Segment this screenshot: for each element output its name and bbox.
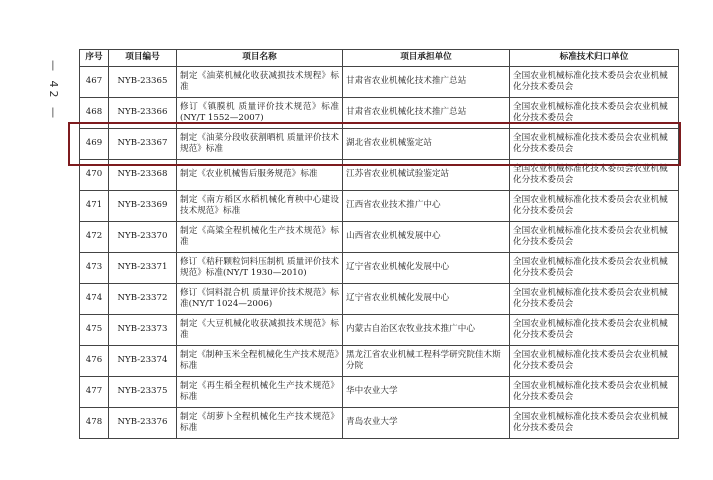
technical-committee: 全国农业机械标准化技术委员会农业机械化分技术委员会 <box>510 315 679 346</box>
project-table <box>79 49 679 439</box>
row-number: 473 <box>80 253 109 284</box>
row-number: 472 <box>80 222 109 253</box>
table-row <box>80 222 679 253</box>
page-number: — 42 — <box>47 60 60 121</box>
undertaking-unit: 江西省农业技术推广中心 <box>343 191 510 222</box>
technical-committee: 全国农业机械标准化技术委员会农业机械化分技术委员会 <box>510 284 679 315</box>
project-name: 修订《秸秆颗粒饲料压制机 质量评价技术规范》标准(NY/T 1930—2010) <box>177 253 343 284</box>
row-number: 477 <box>80 377 109 408</box>
header-unit: 项目承担单位 <box>343 50 510 67</box>
header-code: 项目编号 <box>109 50 177 67</box>
project-name: 制定《制种玉米全程机械化生产技术规范》标准 <box>177 346 343 377</box>
row-number: 475 <box>80 315 109 346</box>
technical-committee: 全国农业机械标准化技术委员会农业机械化分技术委员会 <box>510 160 679 191</box>
table-row <box>80 315 679 346</box>
project-name: 修订《镇膜机 质量评价技术规范》标准(NY/T 1552—2007) <box>177 98 343 129</box>
project-code: NYB-23375 <box>109 377 177 408</box>
project-name: 制定《南方稻区水稻机械化育秧中心建设技术规范》标准 <box>177 191 343 222</box>
table-row <box>80 408 679 439</box>
table-row <box>80 284 679 315</box>
project-code: NYB-23367 <box>109 129 177 160</box>
project-code: NYB-23370 <box>109 222 177 253</box>
project-code: NYB-23373 <box>109 315 177 346</box>
project-code: NYB-23371 <box>109 253 177 284</box>
technical-committee: 全国农业机械标准化技术委员会农业机械化分技术委员会 <box>510 408 679 439</box>
project-code: NYB-23366 <box>109 98 177 129</box>
row-number: 474 <box>80 284 109 315</box>
table-row <box>80 253 679 284</box>
project-code: NYB-23376 <box>109 408 177 439</box>
undertaking-unit: 甘肃省农业机械化技术推广总站 <box>343 98 510 129</box>
project-name: 制定《油菜分段收获割晒机 质量评价技术规范》标准 <box>177 129 343 160</box>
undertaking-unit: 辽宁省农业机械化发展中心 <box>343 253 510 284</box>
technical-committee: 全国农业机械标准化技术委员会农业机械化分技术委员会 <box>510 377 679 408</box>
row-number: 469 <box>80 129 109 160</box>
table-row <box>80 346 679 377</box>
project-name: 制定《高粱全程机械化生产技术规范》标准 <box>177 222 343 253</box>
row-number: 468 <box>80 98 109 129</box>
row-number: 476 <box>80 346 109 377</box>
table-row <box>80 191 679 222</box>
row-number: 470 <box>80 160 109 191</box>
undertaking-unit: 青岛农业大学 <box>343 408 510 439</box>
project-name: 制定《油菜机械化收获减损技术规程》标准 <box>177 67 343 98</box>
table-row <box>80 377 679 408</box>
technical-committee: 全国农业机械标准化技术委员会农业机械化分技术委员会 <box>510 98 679 129</box>
technical-committee: 全国农业机械标准化技术委员会农业机械化分技术委员会 <box>510 67 679 98</box>
table-header-row <box>80 50 679 67</box>
project-code: NYB-23365 <box>109 67 177 98</box>
row-number: 471 <box>80 191 109 222</box>
project-name: 修订《饲料混合机 质量评价技术规范》标准(NY/T 1024—2006) <box>177 284 343 315</box>
project-name: 制定《再生稻全程机械化生产技术规范》标准 <box>177 377 343 408</box>
technical-committee: 全国农业机械标准化技术委员会农业机械化分技术委员会 <box>510 346 679 377</box>
undertaking-unit: 山西省农业机械发展中心 <box>343 222 510 253</box>
project-code: NYB-23372 <box>109 284 177 315</box>
undertaking-unit: 黑龙江省农业机械工程科学研究院佳木斯分院 <box>343 346 510 377</box>
table-row <box>80 160 679 191</box>
project-name: 制定《农业机械售后服务规范》标准 <box>177 160 343 191</box>
project-name: 制定《大豆机械化收获减损技术规范》标准 <box>177 315 343 346</box>
undertaking-unit: 华中农业大学 <box>343 377 510 408</box>
project-code: NYB-23369 <box>109 191 177 222</box>
technical-committee: 全国农业机械标准化技术委员会农业机械化分技术委员会 <box>510 191 679 222</box>
row-number: 467 <box>80 67 109 98</box>
row-number: 478 <box>80 408 109 439</box>
project-code: NYB-23368 <box>109 160 177 191</box>
table-row <box>80 98 679 129</box>
undertaking-unit: 内蒙古自治区农牧业技术推广中心 <box>343 315 510 346</box>
header-no: 序号 <box>80 50 109 67</box>
undertaking-unit: 江苏省农业机械试验鉴定站 <box>343 160 510 191</box>
technical-committee: 全国农业机械标准化技术委员会农业机械化分技术委员会 <box>510 129 679 160</box>
header-committee: 标准技术归口单位 <box>510 50 679 67</box>
undertaking-unit: 湖北省农业机械鉴定站 <box>343 129 510 160</box>
project-code: NYB-23374 <box>109 346 177 377</box>
project-name: 制定《胡萝卜全程机械化生产技术规范》标准 <box>177 408 343 439</box>
technical-committee: 全国农业机械标准化技术委员会农业机械化分技术委员会 <box>510 253 679 284</box>
undertaking-unit: 甘肃省农业机械化技术推广总站 <box>343 67 510 98</box>
header-name: 项目名称 <box>177 50 343 67</box>
undertaking-unit: 辽宁省农业机械化发展中心 <box>343 284 510 315</box>
technical-committee: 全国农业机械标准化技术委员会农业机械化分技术委员会 <box>510 222 679 253</box>
table-row <box>80 129 679 160</box>
table-row <box>80 67 679 98</box>
